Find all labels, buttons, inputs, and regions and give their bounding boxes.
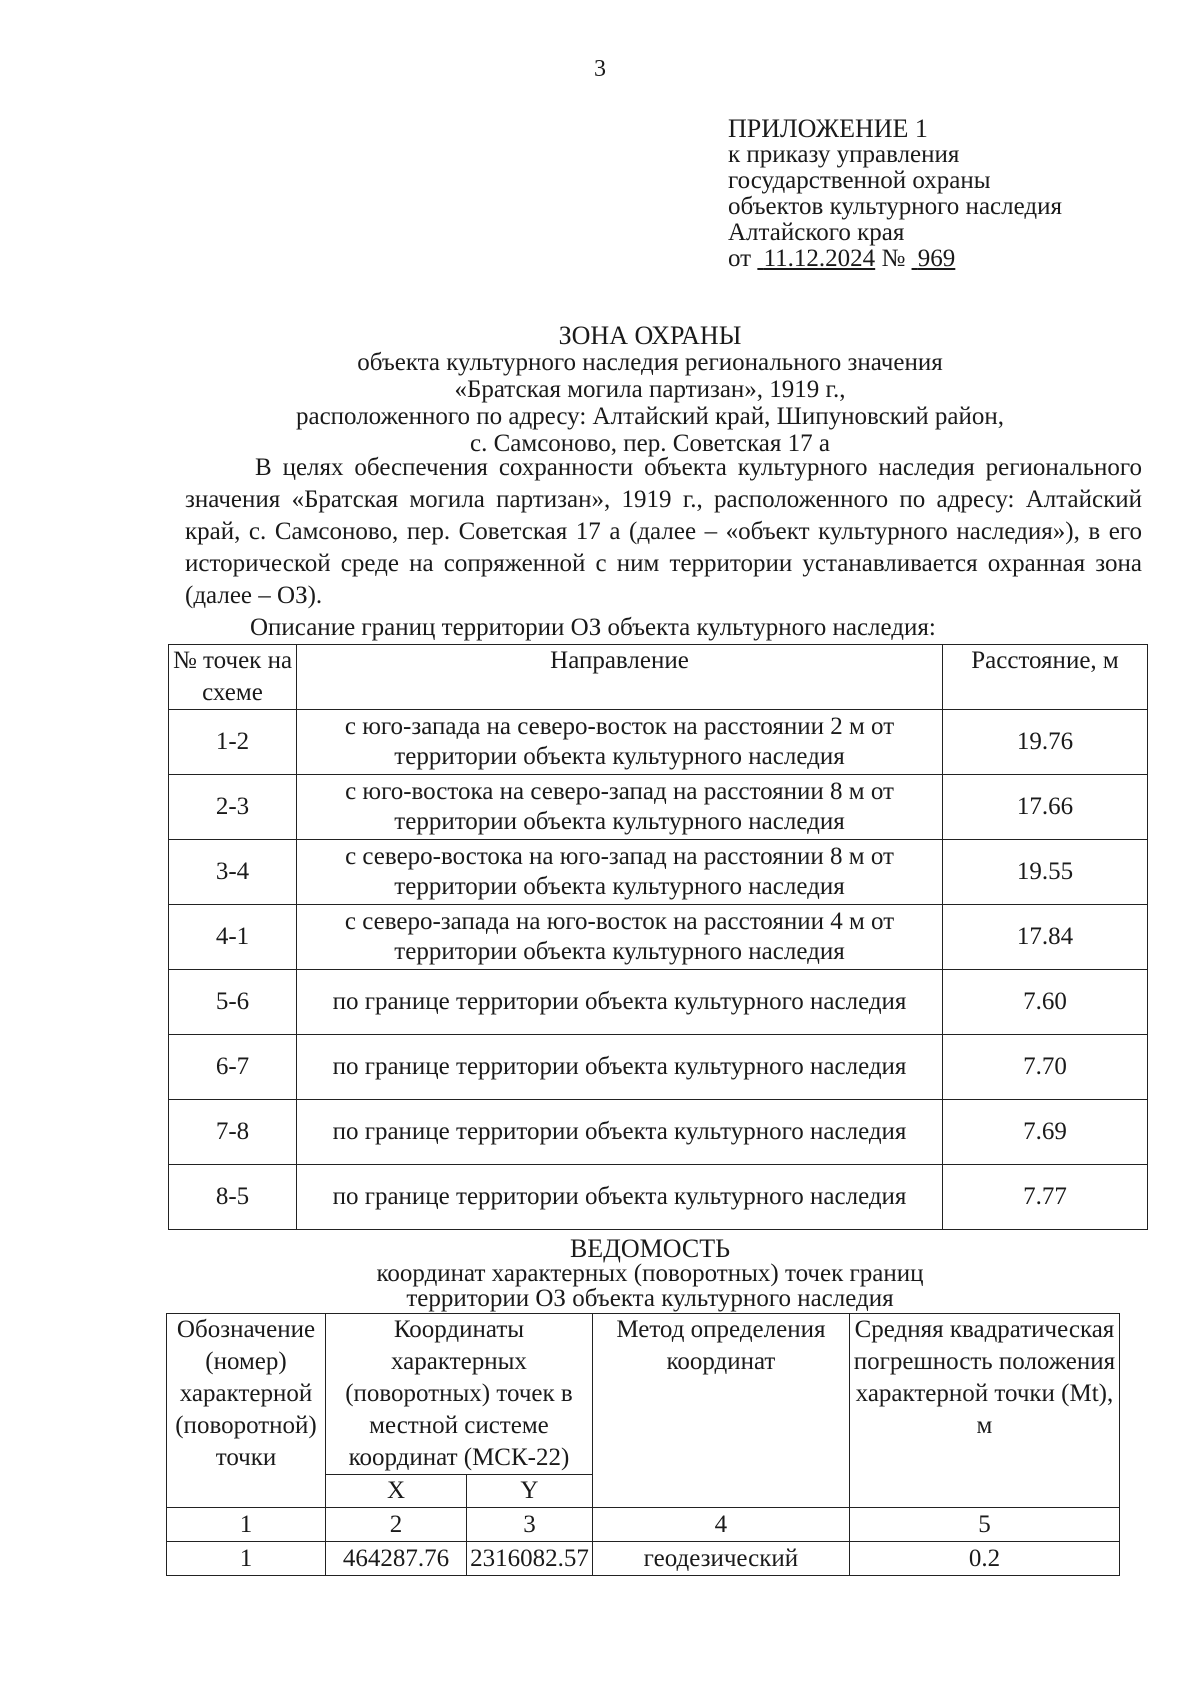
column-number: 2 [326, 1508, 467, 1542]
vedomost-line: территории ОЗ объекта культурного наследия [406, 1285, 894, 1312]
cell-direction: с северо-запада на юго-восток на расстоянии 4 м от территории объекта культурного наследия [297, 905, 943, 970]
title-heading: ЗОНА ОХРАНЫ [558, 321, 742, 350]
appendix-line: Алтайского края [728, 219, 905, 246]
order-date: 11.12.2024 [763, 245, 876, 272]
appendix-heading: ПРИЛОЖЕНИЕ 1 [728, 114, 928, 143]
table-row [167, 1542, 1120, 1576]
cell-distance: 7.60 [943, 970, 1148, 1035]
header-y: Y [467, 1475, 593, 1508]
cell-distance: 7.70 [943, 1035, 1148, 1100]
boundary-caption: Описание границ территории ОЗ объекта культурного наследия: [250, 614, 936, 641]
table-row [169, 1165, 1148, 1230]
vedomost-title [160, 1236, 1140, 1311]
cell-distance: 7.77 [943, 1165, 1148, 1230]
cell-distance: 19.76 [943, 710, 1148, 775]
header-designation: Обозначение (номер) характерной (поворотной) точки [167, 1314, 326, 1508]
table-row [169, 970, 1148, 1035]
column-header: Направление [297, 645, 943, 710]
table-row [169, 905, 1148, 970]
cell-distance: 17.84 [943, 905, 1148, 970]
cell-direction: с северо-востока на юго-запад на расстоянии 8 м от территории объекта культурного наследия [297, 840, 943, 905]
cell-points: 6-7 [169, 1035, 297, 1100]
boundary-table [168, 644, 1148, 1230]
cell-point: 1 [167, 1542, 326, 1576]
appendix-line: объектов культурного наследия [728, 193, 1062, 220]
cell-direction: с юго-востока на северо-запад на расстоянии 8 м от территории объекта культурного наследия [297, 775, 943, 840]
table-header-row [167, 1314, 1120, 1475]
coordinates-table [166, 1313, 1120, 1576]
table-row [169, 1035, 1148, 1100]
appendix-line: государственной охраны [728, 167, 991, 194]
header-x: X [326, 1475, 467, 1508]
header-coordinates: Координаты характерных (поворотных) точек в местной системе координат (МСК-22) [326, 1314, 593, 1475]
column-number: 3 [467, 1508, 593, 1542]
column-number: 1 [167, 1508, 326, 1542]
cell-points: 3-4 [169, 840, 297, 905]
cell-points: 4-1 [169, 905, 297, 970]
cell-y: 2316082.57 [467, 1542, 593, 1576]
cell-x: 464287.76 [326, 1542, 467, 1576]
table-row [169, 840, 1148, 905]
column-number: 5 [849, 1508, 1119, 1542]
cell-error: 0.2 [849, 1542, 1119, 1576]
title-line: объекта культурного наследия регионального значения [357, 349, 943, 376]
vedomost-line: координат характерных (поворотных) точек границ [376, 1260, 924, 1287]
table-row [169, 775, 1148, 840]
body-paragraph: В целях обеспечения сохранности объекта культурного наследия регионального значения «Братская могила партизан», 1919 г., расположенного по адресу: Алтайский край, с. Самсоново, пер. Советская 17 а (далее – «объект культурного наследия»), в его исторической среде на сопряженной с ним территории устанавливается охранная зона (далее – ОЗ). [185, 454, 1142, 609]
header-error: Средняя квадратическая погрешность положения характерной точки (Mt), м [849, 1314, 1119, 1508]
table-row [169, 1100, 1148, 1165]
document-title [160, 322, 1140, 457]
cell-direction: по границе территории объекта культурного наследия [297, 1100, 943, 1165]
cell-direction: по границе территории объекта культурного наследия [297, 1165, 943, 1230]
cell-points: 2-3 [169, 775, 297, 840]
table-row [169, 710, 1148, 775]
table-header-row [169, 645, 1148, 710]
cell-distance: 7.69 [943, 1100, 1148, 1165]
cell-points: 1-2 [169, 710, 297, 775]
cell-points: 5-6 [169, 970, 297, 1035]
title-line: с. Самсоново, пер. Советская 17 а [470, 430, 830, 457]
column-header: Расстояние, м [943, 645, 1148, 710]
appendix-date-line [728, 246, 1062, 272]
column-number: 4 [592, 1508, 849, 1542]
appendix-block [728, 116, 1062, 272]
cell-distance: 19.55 [943, 840, 1148, 905]
column-header: № точек на схеме [169, 645, 297, 710]
number-label: № [881, 245, 906, 272]
cell-direction: по границе территории объекта культурного наследия [297, 970, 943, 1035]
date-prefix: от [728, 245, 752, 272]
title-line: расположенного по адресу: Алтайский край, Шипуновский район, [295, 403, 1005, 430]
cell-direction: с юго-запада на северо-восток на расстоянии 2 м от территории объекта культурного наследия [297, 710, 943, 775]
cell-distance: 17.66 [943, 775, 1148, 840]
appendix-line: к приказу управления [728, 141, 960, 168]
cell-points: 8-5 [169, 1165, 297, 1230]
column-number-row [167, 1508, 1120, 1542]
vedomost-heading: ВЕДОМОСТЬ [569, 1234, 731, 1263]
cell-direction: по границе территории объекта культурного наследия [297, 1035, 943, 1100]
cell-points: 7-8 [169, 1100, 297, 1165]
page-number: 3 [594, 56, 606, 82]
order-number: 969 [917, 245, 956, 272]
title-line: «Братская могила партизан», 1919 г., [454, 376, 846, 403]
cell-method: геодезический [592, 1542, 849, 1576]
header-method: Метод определения координат [592, 1314, 849, 1508]
